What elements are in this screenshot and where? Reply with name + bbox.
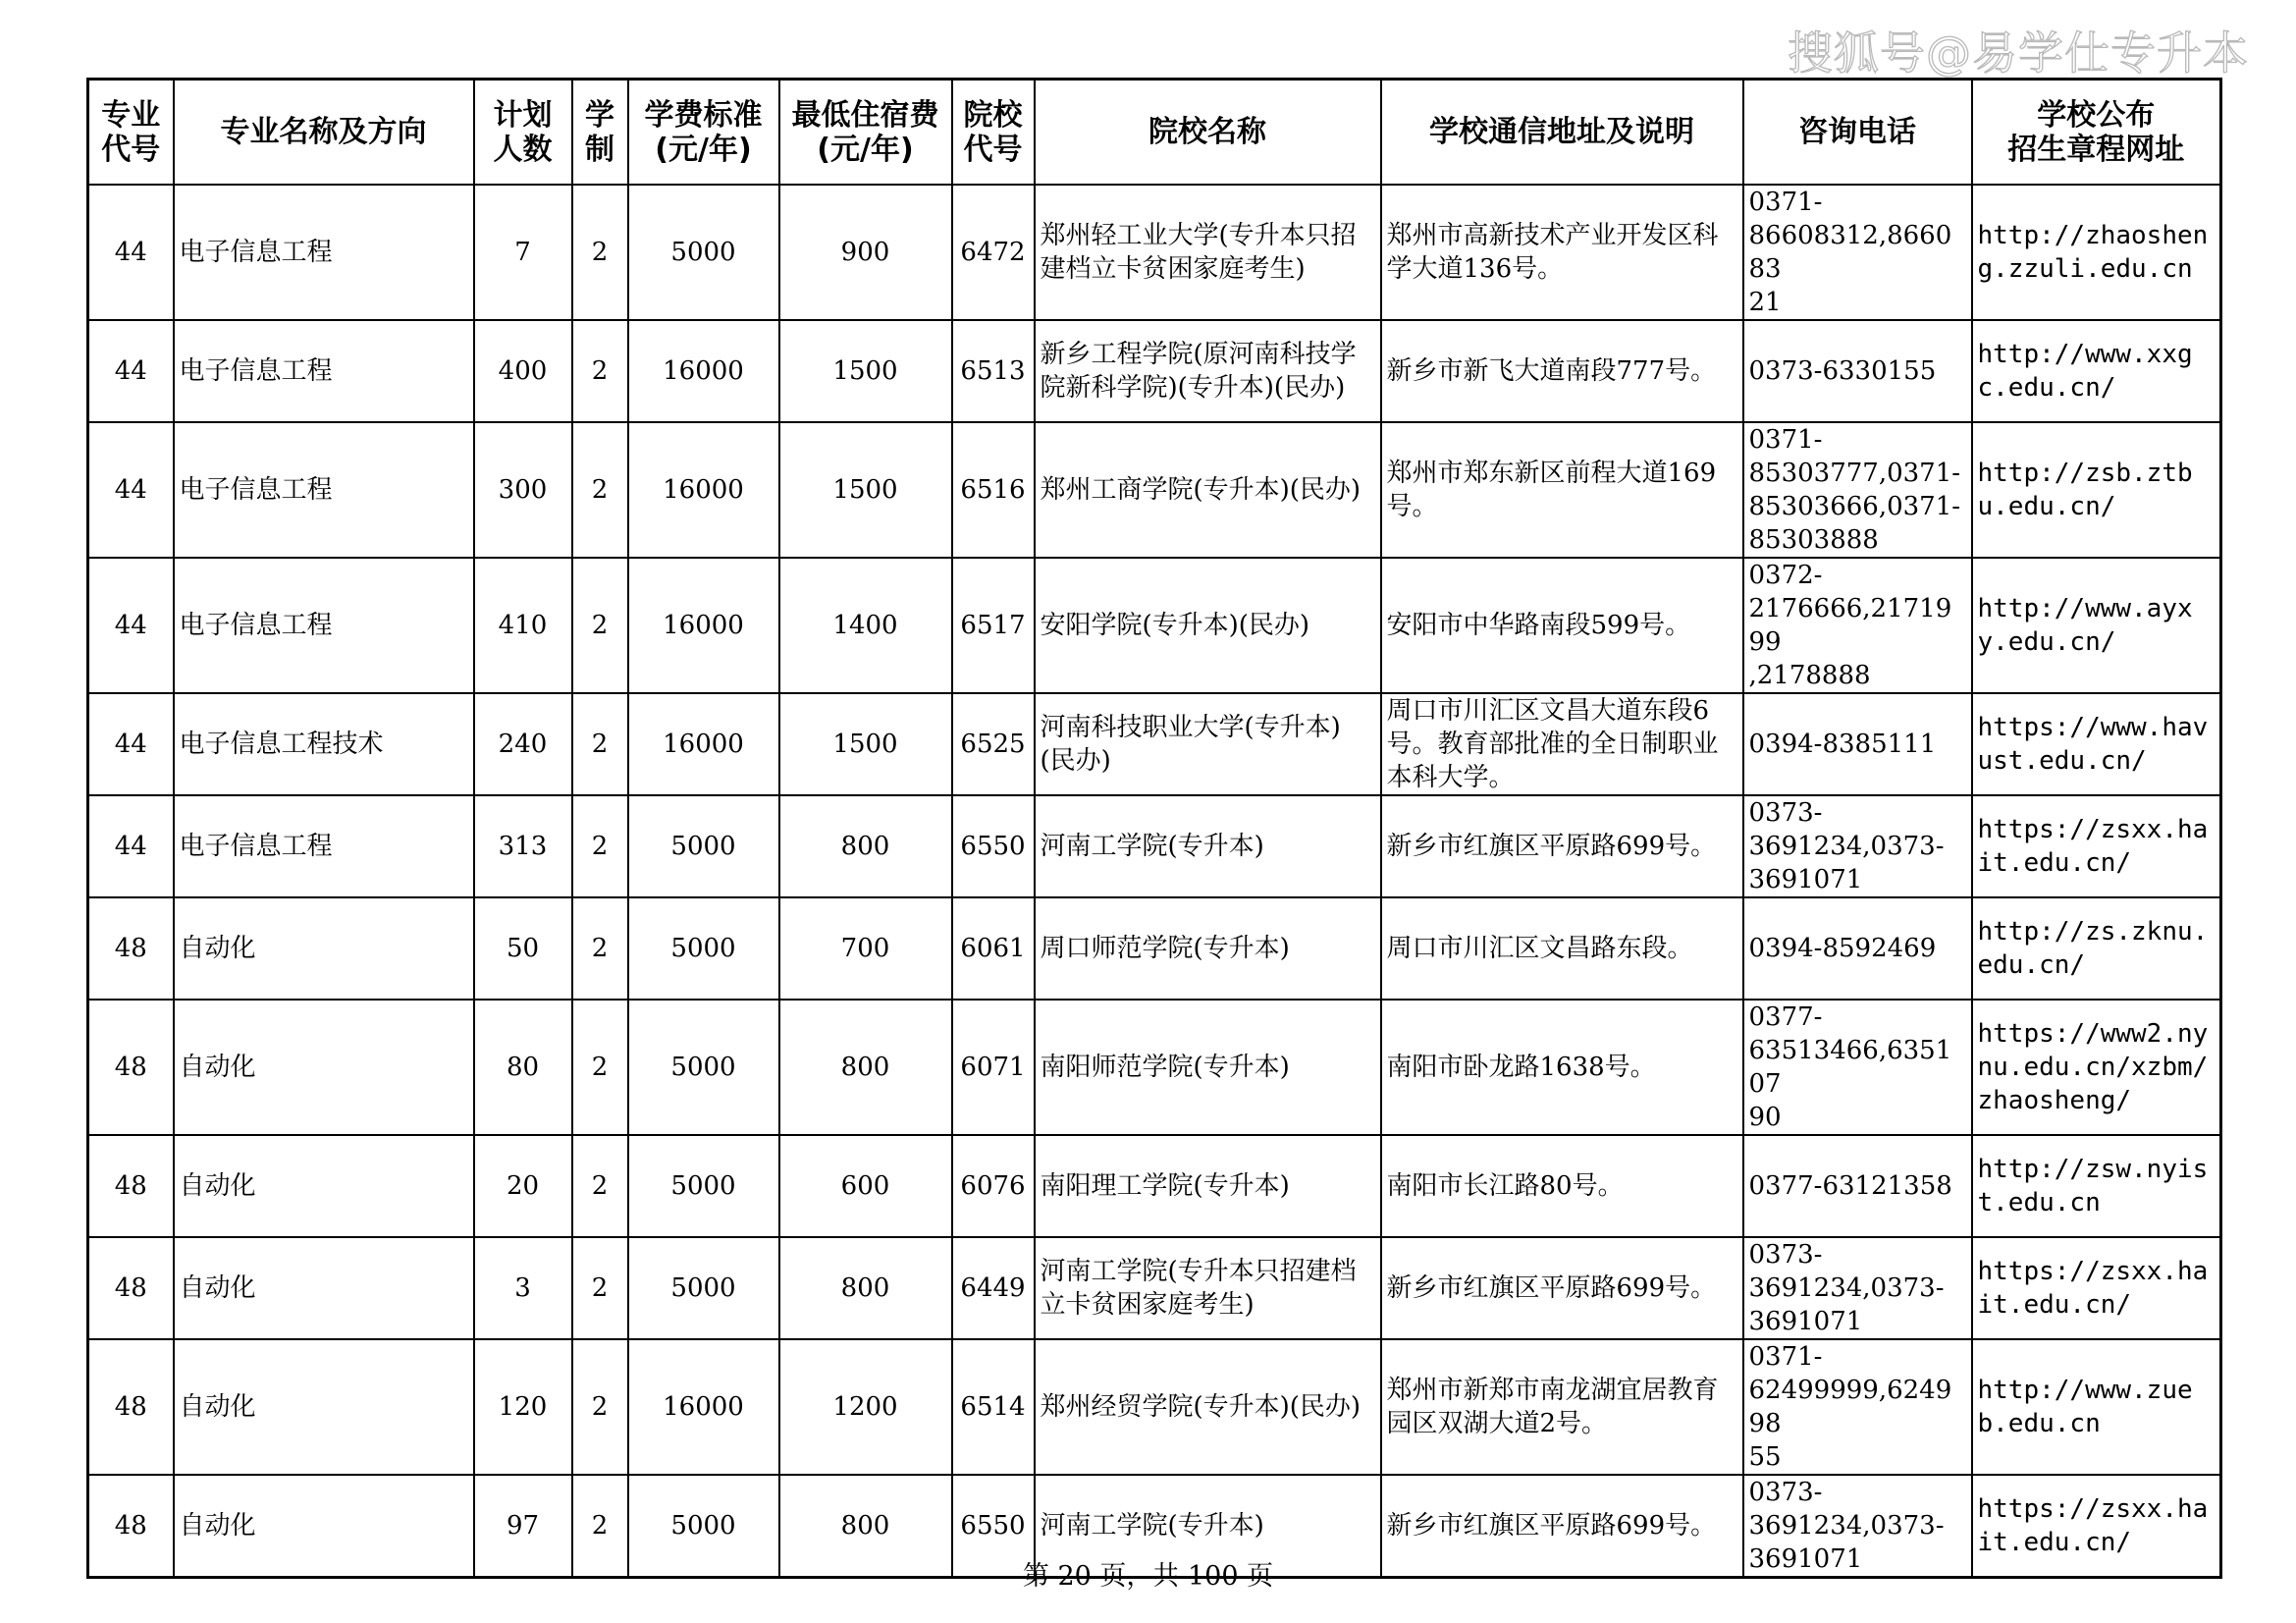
cell-phone: 0373- 3691234,0373- 3691071 [1743,795,1972,897]
cell-school-code: 6472 [952,185,1035,320]
cell-phone: 0377- 63513466,635107 90 [1743,1000,1972,1135]
cell-years: 2 [572,558,628,693]
table-row [88,1000,2221,1135]
cell-phone: 0377-63121358 [1743,1135,1972,1237]
cell-dorm: 1400 [779,558,952,693]
cell-years: 2 [572,693,628,795]
footer-middle: 页，共 [1091,1561,1188,1592]
cell-code: 44 [88,558,174,693]
cell-plan: 80 [474,1000,572,1135]
cell-address: 郑州市高新技术产业开发区科学大道136号。 [1381,185,1743,320]
cell-tuition: 16000 [628,558,779,693]
cell-address: 南阳市长江路80号。 [1381,1135,1743,1237]
cell-address: 郑州市郑东新区前程大道169号。 [1381,422,1743,558]
cell-code: 48 [88,897,174,1000]
cell-school: 安阳学院(专升本)(民办) [1035,558,1381,693]
cell-major: 电子信息工程技术 [174,693,474,795]
cell-major: 电子信息工程 [174,185,474,320]
cell-tuition: 5000 [628,1000,779,1135]
header-school-code: 院校 代号 [952,80,1035,186]
cell-url: http://zhaosheng.zzuli.edu.cn [1972,185,2221,320]
cell-years: 2 [572,795,628,897]
cell-url: https://www2.nynu.edu.cn/xzbm/zhaosheng/ [1972,1000,2221,1135]
header-url: 学校公布 招生章程网址 [1972,80,2221,186]
cell-code: 48 [88,1339,174,1475]
admissions-table [86,78,2222,1579]
cell-years: 2 [572,422,628,558]
cell-phone: 0371- 85303777,0371- 85303666,0371- 85303888 [1743,422,1972,558]
cell-tuition: 5000 [628,1475,779,1578]
cell-school: 南阳师范学院(专升本) [1035,1000,1381,1135]
cell-plan: 7 [474,185,572,320]
cell-phone: 0372- 2176666,2171999 ,2178888 [1743,558,1972,693]
cell-url: https://zsxx.hait.edu.cn/ [1972,1475,2221,1578]
cell-code: 48 [88,1475,174,1578]
table-row [88,1135,2221,1237]
cell-school-code: 6514 [952,1339,1035,1475]
cell-tuition: 16000 [628,693,779,795]
header-major: 专业名称及方向 [174,80,474,186]
cell-code: 48 [88,1135,174,1237]
cell-tuition: 5000 [628,1237,779,1339]
cell-code: 44 [88,693,174,795]
cell-tuition: 16000 [628,422,779,558]
cell-years: 2 [572,1237,628,1339]
cell-major: 自动化 [174,897,474,1000]
table-row [88,693,2221,795]
cell-tuition: 5000 [628,897,779,1000]
cell-address: 郑州市新郑市南龙湖宜居教育园区双湖大道2号。 [1381,1339,1743,1475]
cell-dorm: 900 [779,185,952,320]
cell-url: https://zsxx.hait.edu.cn/ [1972,1237,2221,1339]
cell-phone: 0394-8385111 [1743,693,1972,795]
cell-years: 2 [572,1475,628,1578]
cell-address: 南阳市卧龙路1638号。 [1381,1000,1743,1135]
cell-school-code: 6525 [952,693,1035,795]
cell-url: http://zs.zknu.edu.cn/ [1972,897,2221,1000]
table-row [88,185,2221,320]
cell-years: 2 [572,1135,628,1237]
cell-plan: 240 [474,693,572,795]
table-row [88,1339,2221,1475]
cell-code: 44 [88,185,174,320]
cell-address: 新乡市红旗区平原路699号。 [1381,1475,1743,1578]
cell-tuition: 16000 [628,1339,779,1475]
cell-major: 自动化 [174,1475,474,1578]
cell-school: 河南工学院(专升本) [1035,1475,1381,1578]
cell-major: 自动化 [174,1135,474,1237]
cell-address: 新乡市红旗区平原路699号。 [1381,1237,1743,1339]
cell-school: 郑州轻工业大学(专升本只招建档立卡贫困家庭考生) [1035,185,1381,320]
cell-years: 2 [572,897,628,1000]
table-row [88,422,2221,558]
cell-url: https://www.havust.edu.cn/ [1972,693,2221,795]
cell-url: http://zsb.ztbu.edu.cn/ [1972,422,2221,558]
table-row [88,320,2221,422]
table-row [88,1237,2221,1339]
cell-url: https://zsxx.hait.edu.cn/ [1972,795,2221,897]
cell-code: 48 [88,1237,174,1339]
cell-url: http://www.zueb.edu.cn [1972,1339,2221,1475]
footer-page-number: 20 [1057,1561,1092,1592]
table-row [88,897,2221,1000]
cell-url: http://zsw.nyist.edu.cn [1972,1135,2221,1237]
cell-plan: 313 [474,795,572,897]
cell-phone: 0373-6330155 [1743,320,1972,422]
cell-major: 自动化 [174,1339,474,1475]
cell-plan: 410 [474,558,572,693]
header-address: 学校通信地址及说明 [1381,80,1743,186]
cell-school-code: 6513 [952,320,1035,422]
cell-plan: 120 [474,1339,572,1475]
cell-school-code: 6550 [952,1475,1035,1578]
cell-major: 电子信息工程 [174,320,474,422]
cell-major: 电子信息工程 [174,422,474,558]
page-footer [0,1554,2296,1593]
cell-code: 44 [88,422,174,558]
header-plan: 计划 人数 [474,80,572,186]
cell-school-code: 6550 [952,795,1035,897]
cell-phone: 0394-8592469 [1743,897,1972,1000]
cell-dorm: 800 [779,1237,952,1339]
footer-total-pages: 100 [1187,1561,1239,1592]
header-phone: 咨询电话 [1743,80,1972,186]
watermark: 搜狐号@易学仕专升本 [1788,27,2249,80]
cell-code: 44 [88,320,174,422]
footer-prefix: 第 [1022,1561,1058,1592]
cell-school-code: 6071 [952,1000,1035,1135]
cell-tuition: 5000 [628,1135,779,1237]
cell-school: 郑州工商学院(专升本)(民办) [1035,422,1381,558]
header-dorm: 最低住宿费 (元/年) [779,80,952,186]
cell-phone: 0373- 3691234,0373- 3691071 [1743,1475,1972,1578]
cell-address: 周口市川汇区文昌路东段。 [1381,897,1743,1000]
cell-plan: 97 [474,1475,572,1578]
header-tuition: 学费标准 (元/年) [628,80,779,186]
table-body [88,185,2221,1578]
cell-dorm: 800 [779,1000,952,1135]
cell-plan: 400 [474,320,572,422]
cell-school: 周口师范学院(专升本) [1035,897,1381,1000]
header-years: 学 制 [572,80,628,186]
cell-phone: 0371- 62499999,624998 55 [1743,1339,1972,1475]
cell-plan: 50 [474,897,572,1000]
cell-url: http://www.ayxy.edu.cn/ [1972,558,2221,693]
header-row [88,80,2221,186]
cell-school: 南阳理工学院(专升本) [1035,1135,1381,1237]
cell-dorm: 800 [779,795,952,897]
cell-dorm: 1500 [779,320,952,422]
cell-dorm: 700 [779,897,952,1000]
cell-tuition: 5000 [628,185,779,320]
cell-years: 2 [572,1339,628,1475]
cell-school: 郑州经贸学院(专升本)(民办) [1035,1339,1381,1475]
header-code: 专业 代号 [88,80,174,186]
cell-years: 2 [572,185,628,320]
cell-school-code: 6061 [952,897,1035,1000]
cell-school: 河南科技职业大学(专升本)(民办) [1035,693,1381,795]
cell-address: 安阳市中华路南段599号。 [1381,558,1743,693]
cell-dorm: 600 [779,1135,952,1237]
cell-years: 2 [572,1000,628,1135]
cell-address: 新乡市红旗区平原路699号。 [1381,795,1743,897]
cell-dorm: 1500 [779,693,952,795]
cell-major: 电子信息工程 [174,795,474,897]
cell-school-code: 6076 [952,1135,1035,1237]
cell-tuition: 5000 [628,795,779,897]
cell-address: 周口市川汇区文昌大道东段6号。教育部批准的全日制职业本科大学。 [1381,693,1743,795]
header-school: 院校名称 [1035,80,1381,186]
cell-school-code: 6449 [952,1237,1035,1339]
cell-dorm: 1200 [779,1339,952,1475]
table-row [88,558,2221,693]
cell-school: 河南工学院(专升本) [1035,795,1381,897]
cell-phone: 0373- 3691234,0373- 3691071 [1743,1237,1972,1339]
cell-school: 新乡工程学院(原河南科技学院新科学院)(专升本)(民办) [1035,320,1381,422]
cell-url: http://www.xxgc.edu.cn/ [1972,320,2221,422]
cell-tuition: 16000 [628,320,779,422]
cell-dorm: 1500 [779,422,952,558]
cell-major: 自动化 [174,1000,474,1135]
cell-major: 自动化 [174,1237,474,1339]
cell-code: 44 [88,795,174,897]
cell-plan: 20 [474,1135,572,1237]
cell-school-code: 6516 [952,422,1035,558]
cell-years: 2 [572,320,628,422]
footer-suffix: 页 [1238,1561,1274,1592]
cell-major: 电子信息工程 [174,558,474,693]
cell-address: 新乡市新飞大道南段777号。 [1381,320,1743,422]
cell-school: 河南工学院(专升本只招建档立卡贫困家庭考生) [1035,1237,1381,1339]
cell-code: 48 [88,1000,174,1135]
cell-plan: 3 [474,1237,572,1339]
cell-phone: 0371- 86608312,866083 21 [1743,185,1972,320]
cell-dorm: 800 [779,1475,952,1578]
table-row [88,795,2221,897]
cell-plan: 300 [474,422,572,558]
cell-school-code: 6517 [952,558,1035,693]
